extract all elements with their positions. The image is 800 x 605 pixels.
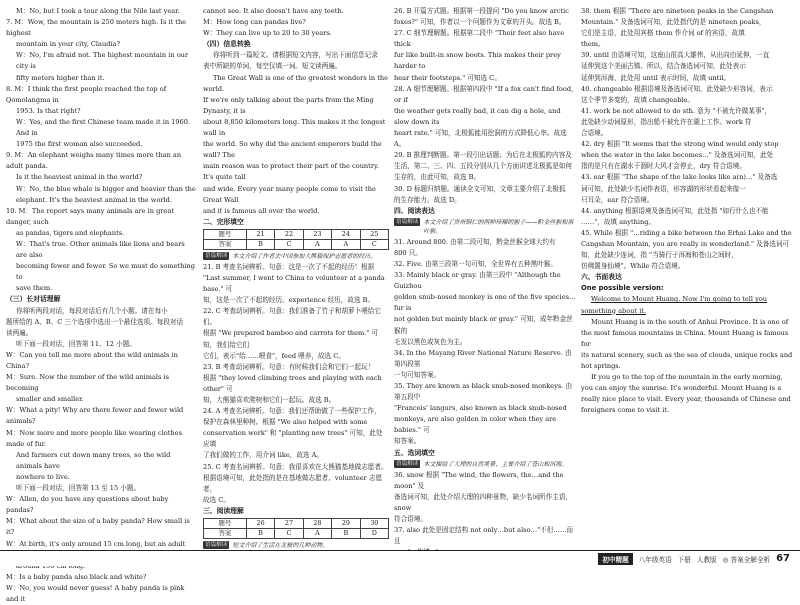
text-line: 只耳朵，ear 符合语境。 (581, 195, 654, 204)
table-row (204, 529, 389, 539)
answer-table-reading (203, 518, 389, 539)
text-line: 24. A 考查名词辨析。句意：我们还帮助做了一些保护工作， (203, 407, 381, 416)
text-line: 你将听两段对话，每段对话后有几个小题。请在每小 (16, 306, 168, 315)
text-line: 根据 "We prepared bamboo and carrots for them." 可知，我们给它们 (203, 329, 379, 349)
text-line: W：Yes, and the first Chinese team made it in 1960. And in (16, 117, 191, 138)
text-line: W：No, I'm afraid not. The highest mountain in our city is (16, 51, 189, 71)
text-line: 保护在森林里种树。根据 "We also helped with some (203, 418, 368, 427)
table-cell: B (246, 529, 274, 539)
text-line: 29. B 推理判断题。第一段引出话题；为后在北极狐的内容及 (394, 151, 572, 160)
text-line: 这个季节多变的，故填 changeable。 (581, 95, 695, 104)
text-line: and it is famous all over the world. (203, 206, 320, 215)
text-line: M：What about the size of a baby panda? How small is it? (6, 517, 190, 537)
table-cell: A (303, 529, 331, 539)
text-line: 知，这是一次了不起的经历。experience 经历，故选 B。 (203, 296, 375, 305)
text-line: If you go to the top of the mountain in the early morning, (591, 373, 783, 382)
text-line: 7. M：Wow, the mountain is 250 meters high. Is it the highest (6, 18, 187, 38)
text-line: Is it the heaviest animal in the world? (16, 173, 143, 182)
text-line: 38. them 根据 "There are nineteen peaks in the Cangshan (581, 7, 774, 15)
section-heading: 六、书面表达 (581, 273, 622, 282)
reading-expression-answers (394, 237, 576, 459)
note-badge: 语篇解读 (396, 218, 419, 225)
text-line: 它们，表示"给……喂食"，feed 喂养，故选 C。 (203, 351, 345, 360)
text-line: W：Allen, do you have any questions about baby pandas? (6, 495, 169, 515)
text-line: smaller and smaller. (16, 395, 84, 404)
text-line: cannot see. It also doesn't have any teeth. (203, 7, 344, 15)
text-line: 知，此处缺少连词，指 "当骑行于洱海和苍山之间时， (581, 251, 738, 260)
section-heading: 三、阅读理解 (203, 506, 244, 515)
text-line: W：No, you would never guess! A baby panda is pink and it (6, 583, 185, 603)
text-line: And farmers cut down many trees, so the wild animals have (16, 450, 171, 470)
text-line: 34. In the Mayang River National Nature Reserve. 由第四段第 (394, 348, 572, 368)
text-line: 知答案。 (394, 437, 421, 446)
note-text: 本文介绍了作者去中国参加大熊猫保护志愿者的经历。 (232, 252, 377, 260)
text-line: when the water in the lake becomes…" 及备选词可知，此处 (581, 151, 774, 160)
text-line: the weather gets really bad, it can dig a hole, and slow down its (394, 106, 561, 126)
table-cell: B (246, 239, 274, 249)
text-line: 33. Mainly black or gray. 由第三段中 "Although the Guizhou (394, 271, 561, 291)
table-cell: 答案 (204, 239, 247, 249)
text-line: M：Sure. Now the number of the wild animals is becoming (6, 373, 169, 393)
text-line: foxes?" 可知，作者以一个问题作为文章的开头。故选 B。 (394, 18, 566, 27)
table-cell: 29 (332, 519, 360, 529)
text-line: 符合语境。 (394, 515, 427, 524)
text-line: 你将听到一篇短文。请根据短文内容，写出下面信息记录 (213, 51, 378, 60)
text-line: 表中所缺的单词，每空仅填一词。短文读两遍。 (203, 62, 342, 71)
table-cell: A (332, 239, 360, 249)
table-cell: D (360, 529, 388, 539)
text-line: 25. C 考查名词辨析。句意：我很喜欢在大熊猫基地做志愿者。 (203, 462, 388, 471)
text-line: W：Can you tell me more about the wild animals in China? (6, 350, 178, 370)
text-line: Mount Huang is in the south of Anhui Province. It is one of (591, 317, 789, 326)
text-line: W：No, the blue whale is bigger and heavier than the (16, 184, 196, 193)
table-cell: 21 (246, 229, 274, 239)
text-line: 生活，第二、三、四、五段分别从几个方面讲述北极狐是如何 (394, 162, 573, 171)
text-line: fur like built-in snow boots. This makes their prey harder to (394, 51, 561, 71)
text-line: 知，大熊猫喜欢爬树和它们一起玩。故选 B。 (203, 396, 336, 404)
answer-table-cloze (203, 229, 389, 250)
table-cell: 27 (275, 519, 303, 529)
text-line: 23. B 考查动词辨析。句意：有时候我们会和它们一起玩！ (203, 362, 375, 371)
text-line: hot springs. (581, 362, 621, 370)
passage-note (394, 460, 576, 469)
text-line: 读两遍。 (6, 328, 33, 337)
text-line: 此处缺少动词原形，指出船不被允许在湖上工作。work 符 (581, 117, 752, 126)
table-cell: 26 (246, 519, 274, 529)
table-cell: 28 (303, 519, 331, 529)
column-2 (203, 6, 389, 551)
passage-note (394, 218, 576, 236)
text-line: 32. Five. 由第三段第一句可知，全世界有五种黑叶猴。 (394, 259, 557, 268)
text-line: 43. ear 根据 "The shape of the lake looks like a(n)…" 及备选 (581, 173, 778, 182)
text-line: the most famous mountains in China. Mount Huang is famous for (581, 328, 789, 348)
text-line: golden snub-nosed monkey is one of the five species…fur is (394, 293, 576, 313)
text-line: nowhere to live. (16, 472, 70, 481)
text-line: fifty meters higher than it. (16, 73, 105, 82)
text-line: becoming fewer and fewer. So we must do something to (16, 262, 195, 282)
note-badge: 语篇解读 (396, 460, 419, 467)
text-line: and wide. Every year many people come to visit the Great Wall (203, 184, 376, 204)
text-line: heart rate." 可知，北极狐能用挖洞的方式降低心率。故选 A。 (394, 129, 567, 149)
section-heading: （四）信息转换 (203, 40, 251, 49)
text-line: 一句可知答案。 (394, 370, 441, 379)
column-1 (6, 6, 196, 605)
passage-note (203, 252, 389, 261)
table-row (204, 519, 389, 529)
text-line: 26. B 开篇方式题。根据第一段提问 "Do you know arctic (394, 7, 569, 15)
reading-answers (394, 6, 576, 217)
text-line: 根据 "they loved climbing trees and playing with each other" 可 (203, 373, 382, 393)
text-line: monkeys, are also golden in color when they are babies." 可 (394, 415, 557, 435)
text-line: 41. work be not allowed to do sth. 意为 "不被允许做某事"， (581, 106, 772, 115)
table-row (204, 229, 389, 239)
text-line: conservation work" 和 "planting new trees" 可知，此处应填 (203, 429, 383, 449)
text-line: main reason was to protect their part of the country. It's quite tall (203, 162, 379, 182)
text-line: the world. So why did the ancient emperors build the wall? The (203, 140, 382, 160)
text-line: 毛发以黑色或灰色为主。 (394, 337, 467, 346)
text-line: 9. M：An elephant weighs many times more than an adult panda. (6, 151, 182, 171)
table-cell: 30 (360, 519, 388, 529)
text-line: 45. While 根据 "…riding a bike between the Erhai Lake and the (581, 228, 792, 237)
note-badge: 语篇解读 (205, 252, 228, 259)
text-line: 故选 C。 (203, 495, 230, 504)
text-line: 35. They are known as black snub-nosed monkeys. 由第五段中 (394, 382, 573, 402)
table-cell: 24 (332, 229, 360, 239)
text-line: 1953. Is that right? (16, 106, 81, 115)
text-line: 21. B 考查名词辨析。句意：这是一次了不起的经历！根据 (203, 262, 375, 271)
section-heading: 二、完形填空 (203, 217, 244, 226)
text-line: The Great Wall is one of the greatest wonders in the world. (203, 73, 389, 93)
column-3 (394, 6, 576, 558)
text-line: 生存的，由此可知，故选 B。 (394, 173, 481, 182)
text-line: them。 (581, 40, 605, 49)
note-text: 本文介绍了贵州铜仁的两种珍稀的猴子——黔金丝猴和黑叶猴。 (423, 218, 574, 235)
text-line: 8. M：I think the first people reached the top of Qomolangma in (6, 84, 167, 104)
text-line: W：That's true. Other animals like lions and bears are also (16, 239, 185, 260)
text-line: 指的是只有在湖水干涸时大风才会停止，dry 符合语境。 (581, 162, 746, 171)
text-line: W：They can live up to 20 to 30 years. (203, 29, 332, 38)
cloze-answers (203, 262, 389, 517)
text-line: 30. D 标题归纳题。通读全文可知，文章主要介绍了北极狐 (394, 184, 566, 193)
text-line: as pandas, tigers and elephants. (16, 228, 125, 237)
table-cell: 22 (275, 229, 303, 239)
table-cell: C (275, 239, 303, 249)
footer-term: 下册 (677, 555, 691, 564)
word-fill-answers (394, 470, 576, 559)
table-cell: 答案 (204, 529, 247, 539)
text-line: 22. C 考查动词辨析。句意：我们准备了竹子和胡萝卜喂给它们。 (203, 307, 381, 327)
note-text: 短文介绍了生活在北极的几种动物。 (232, 542, 329, 550)
text-line: 44. anything 根据语境及备选词可知，此处指 "如行什么也不能 (581, 206, 769, 215)
text-line: M：No, but I took a tour along the Nile last year. (16, 7, 180, 15)
text-line: really nice place to visit. Every year, thousands of Chinese and (581, 395, 791, 404)
text-line: W：What a pity! Why are there fewer and fewer wild animals? (6, 406, 184, 426)
text-line: its natural scenery, such as the sea of clouds, unique rocks and (581, 350, 793, 359)
text-line: M：Is a baby panda also black and white? (6, 572, 147, 581)
text-line: 合语境。 (581, 129, 608, 138)
text-line: "Francois' langurs, also known as black snub-nosed (394, 404, 567, 413)
column-4 (581, 6, 795, 416)
text-line: not golden but mainly black or gray." 可知，成年黔金丝猴的 (394, 315, 573, 335)
text-line: 延伸到洱海，此处用 until 表示时间，故填 until。 (581, 73, 731, 82)
page-footer (0, 550, 800, 566)
section-heading: 四、阅读表达 (394, 206, 435, 215)
text-line: 27. C 细节理解题。根据第二段中 "Their feet also have thick (394, 29, 565, 49)
table-cell: B (332, 529, 360, 539)
text-line: 了我们做的工作，用介词 like，故选 A。 (203, 451, 323, 460)
text-line: If we're only talking about the parts from the Ming Dynasty, it is (203, 95, 374, 115)
text-line: about 8,850 kilometers long. This makes it the longest wall in (203, 117, 386, 138)
passage-note (203, 541, 389, 550)
table-cell: 25 (360, 229, 388, 239)
text-line: Mountain." 及备选词可知，此处指代的是 nineteen peaks， (581, 18, 766, 27)
text-line: elephant. It's the heaviest animal in the world. (16, 195, 172, 204)
text-line: 36. snow 根据 "The wind, the flowers, the…and the moon" 及 (394, 470, 564, 490)
section-heading: One possible version: (581, 284, 664, 293)
essay (581, 294, 795, 416)
text-line: Welcome to Mount Huang. Now I'm going to tell you (591, 295, 768, 304)
text-line: 28. A 细节理解题。根据第四段中 "If a fox can't find food, or if (394, 84, 574, 104)
text-line: "Last summer, I went to China to volunteer at a panda base." 可 (203, 273, 385, 294)
text-line: hear their footsteps." 可知选 C。 (394, 73, 501, 82)
text-line: mountain in your city, Claudia? (16, 40, 121, 49)
footer-grade: 八年级英语 (638, 555, 672, 564)
text-line: 31. Around 800. 由第二段可知，黔金丝猴全球大约有 (394, 237, 556, 246)
section-heading: 五、选词填空 (394, 448, 435, 457)
text-line: 37. also 此处是固定结构 not only…but also…"不但……而且 (394, 526, 574, 546)
text-line: 800 只。 (394, 248, 422, 257)
text-line: 听下面一段对话，回答第 11、12 小题。 (16, 339, 136, 348)
text-line: Cangshan Mountain, you are really in wonderland." 及备选词可 (581, 239, 790, 248)
table-cell: 23 (303, 229, 331, 239)
page-number: 67 (776, 553, 790, 564)
footer-edition: 人教版 (696, 555, 717, 564)
text-line: 40. changeable 根据语境及备选词可知，此处缺少形容词，表示 (581, 84, 773, 93)
text-line: foreigners come to visit it. (581, 406, 670, 415)
text-line: ……"，故填 anything。 (581, 217, 656, 226)
table-cell: 题号 (204, 519, 247, 529)
table-cell: A (303, 239, 331, 249)
text-line: 仿佛置身仙境"。While 符合语境。 (581, 262, 685, 271)
text-line: M：How long can pandas live? (203, 18, 306, 27)
text-line: 听下面一段对话，回答第 13 至 15 小题。 (16, 484, 141, 493)
text-line: M：Now more and more people like wearing clothes made of fur. (6, 428, 182, 448)
text-line: 10. M：The report says many animals are in great danger, such (6, 206, 174, 226)
text-line: 39. until 由语境可知，这座山很高大雄伟，从出向由延伸，一直 (581, 51, 770, 60)
word-fill-answers-cont (581, 6, 795, 294)
text-line: 42. dry 根据 "It seems that the strong wind would only stop (581, 140, 779, 149)
text-line: 延伸到这个美丽古镇、所以，结合备选词可知，此处表示 (581, 62, 746, 71)
text-line: 它们是主语，此处用宾格 them 作介词 of 的宾语，故填 (581, 29, 745, 38)
listening-text-block (203, 6, 389, 228)
footer-section: ◎ 答案全解全析 (722, 555, 771, 564)
text-line: 词可知，此处缺少名词作表语，形容湖的形状看起来像一 (581, 184, 746, 193)
table-cell: 题号 (204, 229, 247, 239)
text-line: W：At birth, it's only around 15 cm long, but an adult (6, 539, 186, 548)
text-line: you can enjoy the sunrise. It's wonderful. Mount Huang is a (581, 384, 782, 393)
section-heading: （三）长对话理解 (6, 295, 61, 304)
table-row (204, 239, 389, 249)
table-cell: C (275, 529, 303, 539)
text-line: 的生存能力。故选 D。 (394, 195, 461, 204)
text-line: save them. (16, 284, 53, 293)
text-line: 备选词可知，此处介绍大理的四种景物，缺少名词所作主语，snow (394, 492, 573, 512)
text-line: 1975 the first woman also succeeded. (16, 140, 143, 149)
text-line: 题所给的 A、B、C 三个选项中选出一个最佳选项。每段对话 (6, 317, 184, 326)
table-cell: C (360, 239, 388, 249)
footer-brand: 初中精题 (598, 553, 632, 565)
text-line: something about it. (581, 306, 647, 315)
note-badge: 语篇解读 (205, 542, 228, 549)
note-text: 本文描绘了大理的自然美景，主要介绍了苍山和洱海。 (423, 460, 568, 468)
text-line: 根据语境可知，此处指的是在基地做志愿者。volunteer 志愿者， (203, 473, 383, 493)
